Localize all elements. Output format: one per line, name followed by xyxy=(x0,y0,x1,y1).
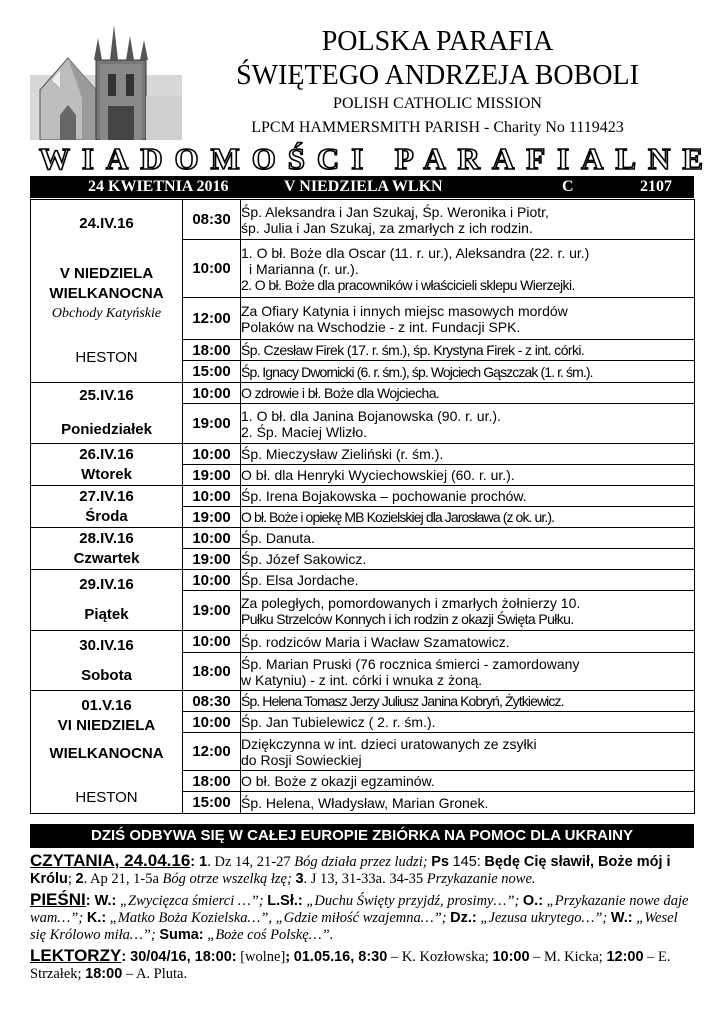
mass-intention: O bł. Boże z okazji egzaminów. xyxy=(241,771,695,792)
mass-intention: Śp. Czesław Firek (17. r. śm.), śp. Krystyna Firek - z int. córki. xyxy=(241,340,695,361)
reading-title: Bóg działa przez ludzi; xyxy=(294,854,428,870)
mass-intention: O bł. dla Henryki Wyciechowskiej (60. r. ur.). xyxy=(241,465,695,486)
day-cell xyxy=(31,486,183,528)
day-date: 28.IV.16 xyxy=(79,529,134,547)
psalm-text: Będę Cię sławił, Boże mój i Królu xyxy=(30,854,671,887)
day-name: Środa xyxy=(85,507,128,525)
day-name: Sobota xyxy=(81,666,132,684)
parish-name: ŚWIĘTEGO ANDRZEJA BOBOLI xyxy=(236,60,639,91)
lector-name: [wolne] xyxy=(240,949,286,965)
psalm-label: Ps xyxy=(431,854,449,870)
day-cell xyxy=(31,528,183,570)
intention-line: 2. O bł. Boże dla pracowników i właścicieli sklepu Wierzejki. xyxy=(241,276,575,293)
reading-ref: Dz 14, 21-27 xyxy=(214,854,291,870)
song-label: Suma: xyxy=(159,927,204,943)
table-row xyxy=(31,486,695,507)
mass-time: 19:00 xyxy=(183,549,241,570)
psalm-ref: 145: xyxy=(452,854,481,870)
cycle-text: C xyxy=(562,178,574,195)
table-row xyxy=(31,383,695,404)
day-name: VI NIEDZIELA xyxy=(57,717,156,734)
day-cell xyxy=(31,444,183,486)
song-title: „Jezusa ukrytego…”; xyxy=(480,910,608,926)
mass-intention: Śp. Helena Tomasz Jerzy Juliusz Janina Kobryń, Żytkiewicz. xyxy=(241,691,695,712)
reading-number: 2 xyxy=(75,871,84,887)
mass-time: 10:00 xyxy=(183,631,241,653)
day-date: 27.IV.16 xyxy=(79,487,134,505)
mass-time: 19:00 xyxy=(183,465,241,486)
day-cell xyxy=(31,631,183,691)
date-bar xyxy=(30,176,694,198)
day-cell xyxy=(31,383,183,444)
lector-name: – E. Strzałek; xyxy=(30,949,671,982)
intention-line: 1. O bł. Boże dla Oscar (11. r. ur.), Aleksandra (22. r. ur.) xyxy=(241,244,590,261)
mass-time: 12:00 xyxy=(183,298,241,340)
mass-time: 18:00 xyxy=(183,340,241,361)
day-name: WIELKANOCNA xyxy=(49,745,164,762)
reading-ref: Ap 21, 1-5a xyxy=(90,871,159,887)
intention-line: Za poległych, pomordowanych i zmarłych żołnierzy 10. xyxy=(241,594,581,611)
day-place: HESTON xyxy=(75,349,138,366)
day-name: Wtorek xyxy=(81,465,132,483)
table-row xyxy=(31,200,695,240)
day-name: WIELKANOCNA xyxy=(49,285,164,302)
lector-slot: 18:00 xyxy=(85,966,123,982)
lector-slot: 30/04/16, 18:00: xyxy=(130,949,237,965)
table-row xyxy=(31,444,695,465)
reading-number: 1 xyxy=(199,854,208,870)
day-name: Piątek xyxy=(84,606,129,623)
table-row xyxy=(31,691,695,712)
intention-line: Polaków na Wschodzie - z int. Fundacji SPK. xyxy=(241,318,521,335)
intention-line: Za Ofiary Katynia i innych miejsc masowych mordów xyxy=(241,302,568,319)
mass-time: 15:00 xyxy=(183,361,241,383)
mass-time: 08:30 xyxy=(183,691,241,712)
reading-number: 3 xyxy=(295,871,304,887)
songs-label: PIEŚNI xyxy=(30,890,86,909)
church-logo-icon xyxy=(30,20,182,140)
day-date: 25.IV.16 xyxy=(79,387,134,404)
lector-slot: 10:00 xyxy=(492,949,530,965)
songs-paragraph: PIEŚNI: W.: „Zwycięzca śmierci …”; L.Sł.: „Duchu Święty przyjdź, prosimy…”; O.: „Przykazanie nowe daje wam…”; K.: „Matko Boża Kozielska…”, „Gdzie miłość wzajemna…”; Dz.: „Jezusa ukrytego…”; W.: „Wesel się Królowo miła…”; Suma: „Boże coś Polskę…”. xyxy=(30,890,689,943)
intention-line: 1. O bł. dla Janina Bojanowska (90. r. ur.). xyxy=(241,407,501,424)
mass-intention xyxy=(241,240,695,298)
mass-time: 10:00 xyxy=(183,570,241,591)
readings-section xyxy=(30,852,694,983)
song-label: L.Sł.: xyxy=(267,893,303,909)
lector-name: – K. Kozłowska; xyxy=(390,949,489,965)
mass-intention: Śp. rodziców Maria i Wacław Szamatowicz. xyxy=(241,631,695,653)
mass-intention: Śp. Józef Sakowicz. xyxy=(241,549,695,570)
collection-notice: DZIŚ ODBYWA SIĘ W CAŁEJ EUROPIE ZBIÓRKA NA POMOC DLA UKRAINY xyxy=(30,824,694,848)
date-text: 24 KWIETNIA 2016 xyxy=(88,178,229,195)
song-title: „Wesel się Królowo miła…”; xyxy=(30,910,678,943)
day-date: 01.V.16 xyxy=(81,697,132,714)
mass-time: 10:00 xyxy=(183,240,241,298)
mass-time: 10:00 xyxy=(183,712,241,733)
mass-intention: Śp. Elsa Jordache. xyxy=(241,570,695,591)
mass-time: 10:00 xyxy=(183,528,241,549)
song-title: „Duchu Święty przyjdź, prosimy…”; xyxy=(306,893,520,909)
intention-line: i Marianna (r. ur.). xyxy=(249,260,359,277)
charity-line: LPCM HAMMERSMITH PARISH - Charity No 1119423 xyxy=(251,119,624,136)
mass-time: 10:00 xyxy=(183,383,241,404)
day-date: 29.IV.16 xyxy=(79,576,134,593)
readings-label: CZYTANIA, 24.04.16 xyxy=(30,851,191,870)
day-date: 24.IV.16 xyxy=(79,215,134,232)
mass-schedule-table xyxy=(30,199,695,814)
intention-line: Pułku Strzelców Konnych i ich rodzin z okazji Święta Pułku. xyxy=(241,610,574,627)
day-place: HESTON xyxy=(75,789,138,806)
song-label: W.: xyxy=(94,893,117,909)
intention-line: do Rosji Sowieckiej xyxy=(241,751,362,768)
mass-intention: Śp. Helena, Władysław, Marian Gronek. xyxy=(241,792,695,814)
intention-line: śp. Julia i Jan Szukaj, za zmarłych z ich rodzin. xyxy=(241,219,533,236)
day-cell xyxy=(31,691,183,814)
issue-number: 2107 xyxy=(640,178,672,195)
song-label: O.: xyxy=(522,893,544,909)
sunday-text: V NIEDZIELA WLKN xyxy=(284,178,443,195)
mass-time: 12:00 xyxy=(183,733,241,771)
day-name: Czwartek xyxy=(73,549,140,567)
song-label: Dz.: xyxy=(450,910,477,926)
mass-intention xyxy=(241,298,695,340)
mission-name: POLISH CATHOLIC MISSION xyxy=(333,95,542,112)
song-label: K.: xyxy=(86,910,107,926)
lectors-paragraph: LEKTORZY: 30/04/16, 18:00: [wolne]; 01.05.16, 8:30 – K. Kozłowska; 10:00 – M. Kicka; 12:00 – E. Strzałek; 18:00 – A. Pluta. xyxy=(30,946,671,982)
table-row xyxy=(31,528,695,549)
reading-title: Przykazanie nowe. xyxy=(426,871,536,887)
mass-intention: Śp. Jan Tubielewicz ( 2. r. śm.). xyxy=(241,712,695,733)
lector-slot: 12:00 xyxy=(606,949,644,965)
mass-time: 18:00 xyxy=(183,771,241,792)
mass-intention xyxy=(241,404,695,444)
day-name: V NIEDZIELA xyxy=(59,265,154,282)
mass-intention xyxy=(241,200,695,240)
mass-intention: Śp. Irena Bojakowska – pochowanie prochów. xyxy=(241,486,695,507)
intention-line: 2. Śp. Maciej Wlizło. xyxy=(241,423,368,440)
newsletter-banner-text: WIADOMOŚCI PARAFIALNE xyxy=(39,141,704,176)
mass-intention: O zdrowie i bł. Boże dla Wojciecha. xyxy=(241,383,695,404)
mass-time: 10:00 xyxy=(183,444,241,465)
song-title: „Boże coś Polskę…”. xyxy=(207,927,334,943)
lectors-label: LEKTORZY xyxy=(30,946,122,965)
readings-paragraph: CZYTANIA, 24.04.16: 1. Dz 14, 21-27 Bóg działa przez ludzi; Ps 145: Będę Cię sławił, Boże mój i Królu; 2. Ap 21, 1-5a Bóg otrze wszelką łzę; 3. J 13, 31-33a. 34-35 Przykazanie nowe. xyxy=(30,851,671,887)
parish-title: POLSKA PARAFIA xyxy=(321,26,554,57)
mass-intention: O bł. Boże i opiekę MB Kozielskiej dla Jarosława (z ok. ur.). xyxy=(241,507,695,528)
day-cell xyxy=(31,570,183,631)
mass-time: 19:00 xyxy=(183,507,241,528)
day-date: 26.IV.16 xyxy=(79,445,134,463)
mass-time: 19:00 xyxy=(183,591,241,631)
intention-line: Śp. Marian Pruski (76 rocznica śmierci - zamordowany xyxy=(241,655,580,672)
mass-time: 10:00 xyxy=(183,486,241,507)
table-row xyxy=(31,631,695,653)
mass-intention xyxy=(241,653,695,691)
day-date: 30.IV.16 xyxy=(79,636,134,654)
intention-line: Dziękczynna w int. dzieci uratowanych ze zsyłki xyxy=(241,735,537,752)
mass-intention xyxy=(241,591,695,631)
mass-intention: Śp. Danuta. xyxy=(241,528,695,549)
lector-name: – M. Kicka; xyxy=(533,949,603,965)
day-note: Obchody Katyńskie xyxy=(51,306,162,321)
song-label: W.: xyxy=(610,910,633,926)
day-cell xyxy=(31,200,183,383)
intention-line: Śp. Aleksandra i Jan Szukaj, Śp. Weronika i Piotr, xyxy=(241,203,549,220)
song-title: „Przykazanie nowe daje wam…”; xyxy=(30,893,689,926)
day-name: Poniedziałek xyxy=(61,421,152,438)
reading-ref: J 13, 31-33a. 34-35 xyxy=(310,871,424,887)
mass-time: 18:00 xyxy=(183,653,241,691)
song-title: „Matko Boża Kozielska…”, „Gdzie miłość wzajemna…”; xyxy=(109,910,447,926)
lector-slot: 01.05.16, 8:30 xyxy=(293,949,388,965)
mass-intention xyxy=(241,733,695,771)
intention-line: w Katyniu) - z int. córki i wnuka z żoną. xyxy=(241,671,483,688)
reading-title: Bóg otrze wszelką łzę; xyxy=(162,871,292,887)
mass-time: 08:30 xyxy=(183,200,241,240)
song-title: „Zwycięzca śmierci …”; xyxy=(119,893,264,909)
lector-name: – A. Pluta. xyxy=(125,966,188,982)
mass-intention: Śp. Ignacy Dwornicki (6. r. śm.), śp. Wojciech Gąszczak (1. r. śm.). xyxy=(241,361,695,383)
mass-time: 15:00 xyxy=(183,792,241,814)
mass-intention: Śp. Mieczysław Zieliński (r. śm.). xyxy=(241,444,695,465)
table-row xyxy=(31,570,695,591)
mass-time: 19:00 xyxy=(183,404,241,444)
newsletter-banner xyxy=(36,140,706,176)
